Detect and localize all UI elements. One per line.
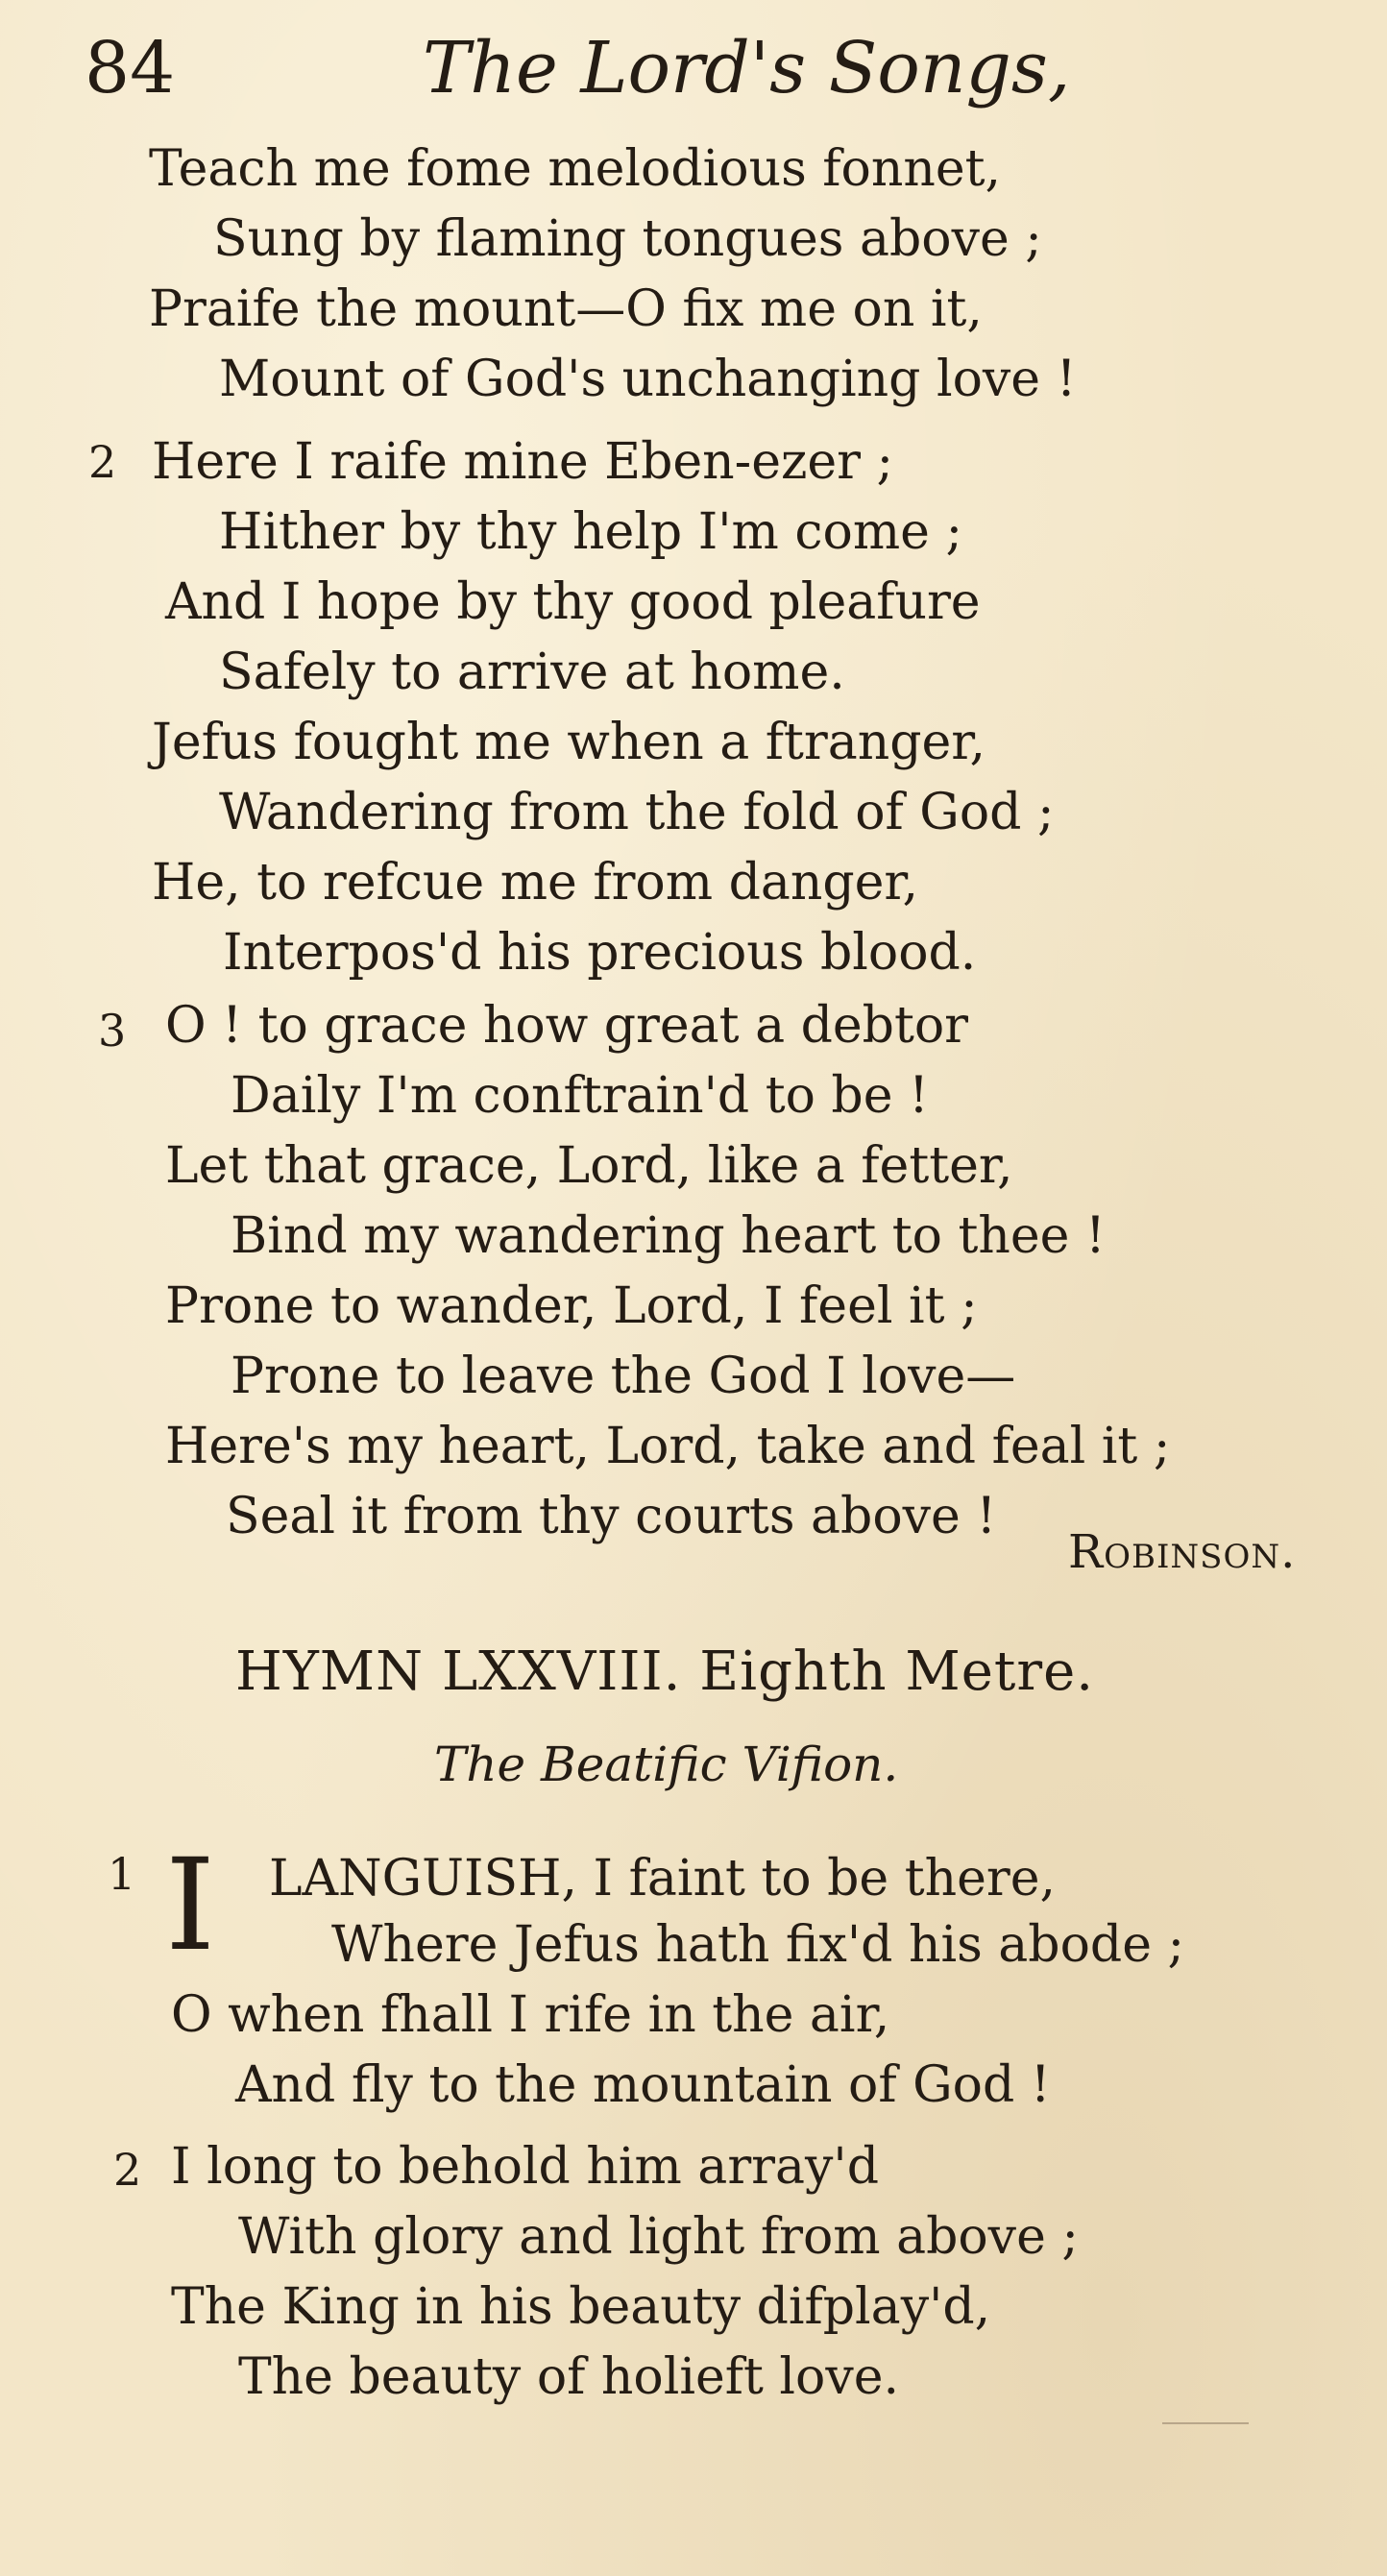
hymn-verse1-line3: O when fhall I rife in the air, — [171, 1986, 890, 2044]
hymn-title: HYMN LXXVIII. Eighth Metre. — [235, 1640, 1095, 1703]
hymn-verse1-line4: And fly to the mountain of God ! — [235, 2056, 1051, 2114]
stanza2-line7: He, to refcue me from danger, — [152, 854, 919, 911]
author-signature: Robinson. — [1068, 1525, 1297, 1579]
stanza1-line2: Sung by flaming tongues above ; — [213, 210, 1042, 268]
stanza3-line8: Seal it from thy courts above ! — [226, 1488, 997, 1545]
drop-cap: I — [165, 1832, 216, 1980]
hymn-subtitle: The Beatific Vifion. — [434, 1737, 899, 1792]
stanza2-line5: Jefus fought me when a ftranger, — [152, 714, 986, 771]
faint-rule-mark — [1162, 2422, 1249, 2424]
hymn-verse2-number: 2 — [113, 2144, 142, 2196]
stanza3-number: 3 — [98, 1005, 127, 1057]
stanza3-line6: Prone to leave the God I love— — [231, 1348, 1016, 1405]
stanza3-line2: Daily I'm conftrain'd to be ! — [231, 1067, 929, 1125]
hymn-verse1-line2: Where Jefus hath fix'd his abode ; — [331, 1916, 1185, 1974]
hymn-verse2-line1: I long to behold him array'd — [171, 2138, 879, 2196]
hymn-verse2-line2: With glory and light from above ; — [238, 2208, 1079, 2266]
stanza1-line4: Mount of God's unchanging love ! — [219, 351, 1077, 408]
stanza1-line1: Teach me fome melodious fonnet, — [149, 140, 1002, 198]
hymn-verse1-line1: LANGUISH, I faint to be there, — [269, 1850, 1057, 1908]
stanza3-line7: Here's my heart, Lord, take and feal it ; — [165, 1418, 1171, 1475]
stanza2-number: 2 — [88, 436, 117, 488]
stanza3-line1: O ! to grace how great a debtor — [165, 997, 969, 1055]
stanza3-line4: Bind my wandering heart to thee ! — [231, 1207, 1106, 1265]
hymn-verse2-line4: The beauty of holieft love. — [238, 2348, 900, 2406]
hymn-verse2-line3: The King in his beauty difplay'd, — [171, 2278, 991, 2336]
stanza2-line8: Interpos'd his precious blood. — [223, 924, 977, 982]
stanza2-line4: Safely to arrive at home. — [219, 644, 845, 701]
page-number: 84 — [85, 27, 176, 109]
stanza3-line5: Prone to wander, Lord, I feel it ; — [165, 1277, 978, 1335]
running-title: The Lord's Songs, — [423, 27, 1071, 109]
stanza2-line6: Wandering from the fold of God ; — [219, 784, 1055, 841]
hymn-verse1-number: 1 — [108, 1848, 136, 1900]
stanza2-line3: And I hope by thy good pleafure — [165, 573, 981, 631]
stanza1-line3: Praife the mount—O fix me on it, — [149, 280, 983, 338]
stanza2-line1: Here I raife mine Eben-ezer ; — [152, 433, 894, 491]
stanza3-line3: Let that grace, Lord, like a fetter, — [165, 1137, 1013, 1195]
stanza2-line2: Hither by thy help I'm come ; — [219, 503, 962, 561]
